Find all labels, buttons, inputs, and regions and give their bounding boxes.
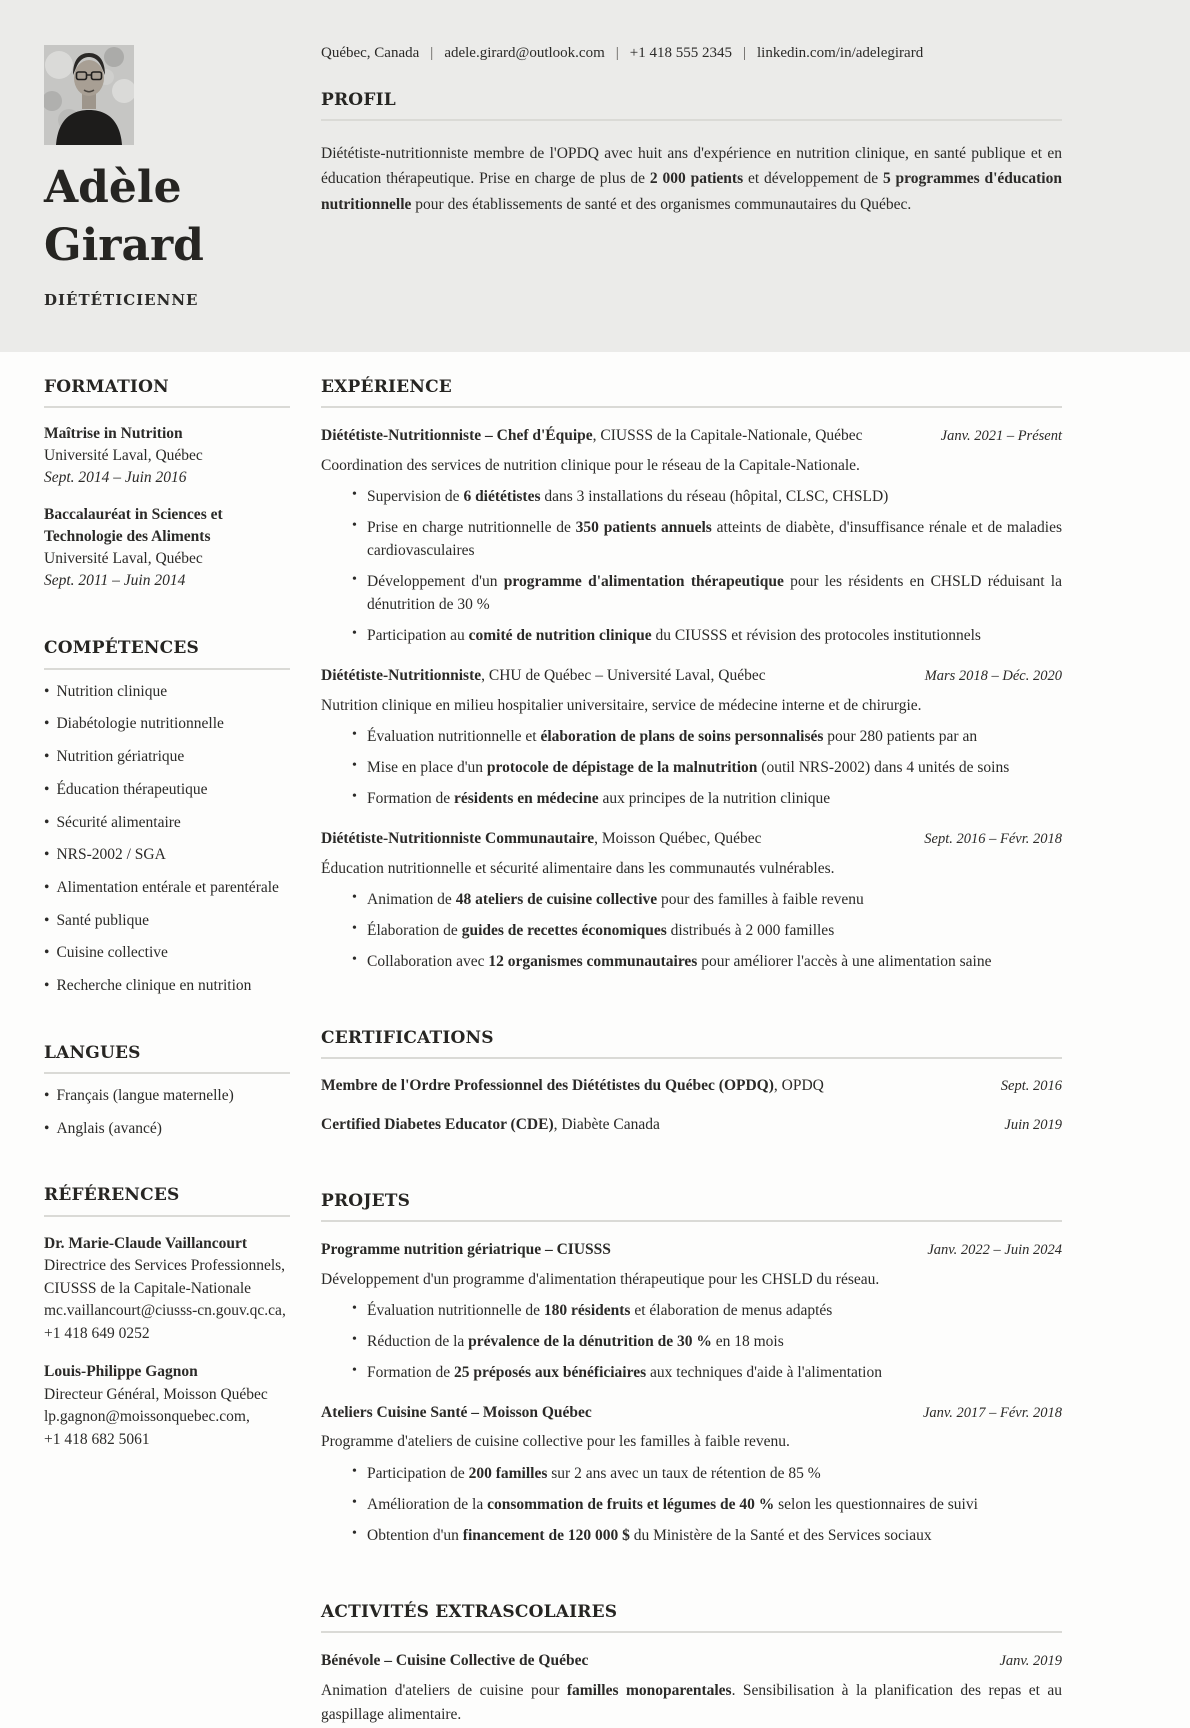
project-bullet-list [321, 1300, 1062, 1385]
degree-dates: Sept. 2014 – Juin 2016 [44, 469, 187, 487]
person-name: Adèle Girard [44, 162, 204, 272]
skill-item [44, 844, 290, 866]
reference-role: Directeur Général, Moisson Québec [44, 1385, 268, 1403]
emphasized-text: Diététiste-Nutritionniste Communautaire [321, 829, 595, 847]
section-experience [321, 377, 1062, 974]
text-segment: Formation de [367, 789, 454, 807]
job-bullet [350, 757, 1062, 780]
text-segment: selon les questionnaires de suivi [774, 1495, 978, 1513]
sidebar [44, 377, 290, 1728]
job-title-line [321, 424, 927, 447]
job-bullet [350, 889, 1062, 912]
person-job-title: DIÉTÉTICIENNE [44, 291, 199, 310]
text-segment: Prise en charge nutritionnelle de [367, 519, 576, 537]
header-right-column [321, 0, 1190, 352]
job-summary: Coordination des services de nutrition clinique pour le réseau de la Capitale-Nationale. [321, 457, 860, 475]
skill-label: NRS-2002 / SGA [56, 846, 166, 864]
content-columns [0, 352, 1190, 1728]
job-bullet [350, 726, 1062, 749]
text-segment: Évaluation nutritionnelle et [367, 728, 541, 746]
bullet-icon: • [44, 682, 50, 700]
bullet-icon: • [352, 487, 357, 503]
emphasized-text: familles monoparentales [566, 1681, 732, 1699]
section-heading-formation: FORMATION [44, 377, 290, 408]
section-langues [44, 1043, 290, 1140]
job-bullet-list [321, 889, 1062, 974]
text-segment: et développement de [743, 170, 883, 188]
job-summary: Éducation nutritionnelle et sécurité alimentaire dans les communautés vulnérables. [321, 859, 835, 877]
text-segment: aux principes de la nutrition clinique [598, 789, 831, 807]
emphasized-text: Diététiste-Nutritionniste – Chef d'Équipe [321, 427, 593, 445]
degree-dates: Sept. 2011 – Juin 2014 [44, 572, 186, 590]
emphasized-text: financement de 120 000 $ [462, 1526, 630, 1544]
text-segment: pour améliorer l'accès à une alimentation saine [697, 952, 992, 970]
text-segment: pour les résidents en CHSLD réduisant la dénutrition de 30 % [367, 573, 1062, 614]
section-references [44, 1185, 290, 1451]
job-title-line [321, 827, 910, 850]
bullet-icon: • [352, 889, 357, 905]
job-bullet [350, 571, 1062, 617]
project-entry [321, 1401, 1062, 1548]
project-bullet [350, 1331, 1062, 1354]
section-heading-experience: EXPÉRIENCE [321, 377, 1062, 408]
section-heading-langues: LANGUES [44, 1043, 290, 1074]
emphasized-text: prévalence de la dénutrition de 30 % [468, 1332, 712, 1350]
activity-header [321, 1649, 1062, 1673]
reference-phone: +1 418 682 5061 [44, 1430, 150, 1448]
header-band [0, 0, 1190, 352]
emphasized-text: 5 programmes d'éducation nutritionnelle [321, 170, 1062, 214]
emphasized-text: comité de nutrition clinique [468, 627, 652, 645]
section-competences [44, 638, 290, 996]
profil-paragraph [321, 141, 1062, 218]
bullet-text [367, 488, 888, 505]
degree-institution: Université Laval, Québec [44, 550, 203, 568]
text-segment: Développement d'un [367, 573, 504, 591]
contact-line [321, 42, 1062, 65]
reference-email: mc.vaillancourt@ciusss-cn.gouv.qc.ca, [44, 1302, 286, 1320]
text-segment: atteints de diabète, d'insuffisance rénale et de maladies cardiovasculaires [367, 519, 1062, 560]
project-bullet [350, 1463, 1062, 1486]
skill-label: Alimentation entérale et parentérale [56, 878, 279, 896]
text-segment: Amélioration de la [367, 1495, 488, 1513]
project-header [321, 1238, 1062, 1262]
bullet-icon: • [44, 878, 50, 896]
project-bullet [350, 1494, 1062, 1517]
degree-title: Maîtrise in Nutrition [44, 425, 183, 443]
skill-label: Recherche clinique en nutrition [56, 976, 252, 994]
job-dates: Janv. 2021 – Présent [940, 428, 1062, 445]
reference-name: Louis-Philippe Gagnon [44, 1363, 198, 1381]
language-item [44, 1118, 290, 1140]
bullet-icon: • [352, 1494, 357, 1510]
bullet-icon: • [352, 572, 357, 588]
text-segment: , CHU de Québec – Université Laval, Québec [481, 667, 766, 685]
activity-date: Janv. 2019 [999, 1652, 1062, 1669]
job-dates: Sept. 2016 – Févr. 2018 [924, 830, 1062, 847]
text-segment: Obtention d'un [367, 1526, 463, 1544]
job-header [321, 827, 1062, 851]
skill-item [44, 779, 290, 801]
project-entry [321, 1238, 1062, 1385]
section-heading-references: RÉFÉRENCES [44, 1185, 290, 1216]
reference-name: Dr. Marie-Claude Vaillancourt [44, 1234, 248, 1252]
bullet-icon: • [352, 626, 357, 642]
section-formation [44, 377, 290, 592]
emphasized-text: 180 résidents [543, 1301, 631, 1319]
project-bullet [350, 1300, 1062, 1323]
project-bullet [350, 1362, 1062, 1385]
emphasized-text: Membre de l'Ordre Professionnel des Diététistes du Québec (OPDQ) [321, 1077, 774, 1095]
bullet-text [367, 1527, 932, 1544]
bullet-text [367, 790, 830, 807]
emphasized-text: Certified Diabetes Educator (CDE) [321, 1115, 554, 1133]
skill-label: Diabétologie nutritionnelle [56, 715, 224, 733]
bullet-icon: • [352, 1362, 357, 1378]
emphasized-text: 6 diététistes [463, 488, 541, 506]
bullet-icon: • [352, 1463, 357, 1479]
contact-phone: +1 418 555 2345 [629, 45, 732, 61]
experience-entry [321, 424, 1062, 648]
skill-label: Cuisine collective [56, 944, 168, 962]
skill-item [44, 746, 290, 768]
bullet-icon: • [352, 518, 357, 534]
skill-item [44, 910, 290, 932]
job-bullet-list [321, 726, 1062, 811]
text-segment: du Ministère de la Santé et des Services sociaux [629, 1526, 932, 1544]
text-segment: Réduction de la [367, 1332, 469, 1350]
job-header [321, 424, 1062, 448]
bullet-icon: • [44, 976, 50, 994]
reference-entry [44, 1233, 290, 1345]
bullet-icon: • [44, 1119, 50, 1137]
job-summary: Nutrition clinique en milieu hospitalier universitaire, service de médecine interne et de chirurgie. [321, 696, 922, 714]
skill-item [44, 713, 290, 735]
emphasized-text: programme d'alimentation thérapeutique [503, 573, 784, 591]
section-projets [321, 1191, 1062, 1548]
text-segment: distribués à 2 000 familles [666, 921, 835, 939]
text-segment: Élaboration de [367, 921, 462, 939]
emphasized-text: protocole de dépistage de la malnutrition [486, 758, 758, 776]
text-segment: Participation au [367, 627, 469, 645]
job-bullet [350, 486, 1062, 509]
skill-label: Sécurité alimentaire [56, 813, 181, 831]
section-heading-activites: ACTIVITÉS EXTRASCOLAIRES [321, 1602, 1062, 1633]
bullet-text [367, 759, 1009, 776]
bullet-icon: • [44, 813, 50, 831]
text-segment: aux techniques d'aide à l'alimentation [646, 1363, 882, 1381]
project-summary: Programme d'ateliers de cuisine collective pour les familles à faible revenu. [321, 1433, 790, 1451]
certification-entry [321, 1074, 1062, 1098]
job-bullet [350, 920, 1062, 943]
skill-item [44, 975, 290, 997]
bullet-icon: • [352, 788, 357, 804]
bullet-text [367, 1302, 832, 1319]
bullet-text [367, 728, 977, 745]
bullet-text [367, 922, 834, 939]
project-dates: Janv. 2017 – Févr. 2018 [922, 1404, 1062, 1421]
text-segment: Animation de [367, 890, 456, 908]
bullet-text [367, 627, 981, 644]
bullet-icon: • [352, 1525, 357, 1541]
profile-photo-illustration [44, 45, 134, 145]
contact-email: adele.girard@outlook.com [444, 45, 605, 61]
emphasized-text: Diététiste-Nutritionniste [321, 667, 482, 685]
emphasized-text: 2 000 patients [649, 170, 744, 188]
text-segment: pour des établissements de santé et des organismes communautaires du Québec. [411, 196, 912, 214]
emphasized-text: 12 organismes communautaires [488, 952, 698, 970]
text-segment: , OPDQ [773, 1077, 824, 1095]
bullet-text [367, 1333, 784, 1350]
emphasized-text: 48 ateliers de cuisine collective [455, 890, 658, 908]
skill-item [44, 942, 290, 964]
project-title: Ateliers Cuisine Santé – Moisson Québec [321, 1403, 592, 1421]
text-segment: sur 2 ans avec un taux de rétention de 85 % [547, 1464, 821, 1482]
text-segment: Participation de [367, 1464, 469, 1482]
language-label: Anglais (avancé) [56, 1119, 162, 1137]
bullet-text [367, 891, 864, 908]
project-title: Programme nutrition gériatrique – CIUSSS [321, 1240, 611, 1258]
project-bullet [350, 1525, 1062, 1548]
reference-email: lp.gagnon@moissonquebec.com, [44, 1408, 250, 1426]
emphasized-text: 25 préposés aux bénéficiaires [453, 1363, 647, 1381]
text-segment: Évaluation nutritionnelle de [367, 1301, 544, 1319]
bullet-icon: • [44, 1087, 50, 1105]
reference-role: Directrice des Services Professionnels, CIUSSS de la Capitale-Nationale [44, 1257, 286, 1297]
main-column [321, 377, 1062, 1728]
language-item [44, 1085, 290, 1107]
experience-entry [321, 664, 1062, 811]
text-segment: Formation de [367, 1363, 454, 1381]
text-segment: , CIUSSS de la Capitale-Nationale, Québec [592, 427, 863, 445]
activity-entry [321, 1649, 1062, 1728]
section-heading-projets: PROJETS [321, 1191, 1062, 1222]
text-segment: . Sensibilisation à la planification des repas et au gaspillage alimentaire. [321, 1681, 1062, 1724]
emphasized-text: 350 patients annuels [575, 519, 712, 537]
section-activites [321, 1602, 1062, 1728]
separator: | [742, 45, 746, 61]
project-summary: Développement d'un programme d'alimentation thérapeutique pour les CHSLD du réseau. [321, 1270, 880, 1288]
bullet-icon: • [352, 920, 357, 936]
section-heading-profil: PROFIL [321, 90, 1062, 121]
text-segment: du CIUSSS et révision des protocoles institutionnels [651, 627, 981, 645]
text-segment: et élaboration de menus adaptés [630, 1301, 833, 1319]
emphasized-text: 200 familles [468, 1464, 548, 1482]
text-segment: , Moisson Québec, Québec [594, 829, 762, 847]
bullet-icon: • [352, 1300, 357, 1316]
project-header [321, 1401, 1062, 1425]
emphasized-text: consommation de fruits et légumes de 40 % [487, 1495, 775, 1513]
activity-description [321, 1679, 1062, 1728]
skill-item [44, 812, 290, 834]
text-segment: pour 280 patients par an [823, 728, 978, 746]
skill-label: Santé publique [56, 911, 149, 929]
bullet-text [367, 1364, 882, 1381]
section-certifications [321, 1028, 1062, 1137]
text-segment: Diététiste-nutritionniste membre de l'OPDQ avec huit ans d'expérience en nutrition clinique, en santé publique et en éducation thérapeutique. Prise en charge de plus de [321, 144, 1062, 188]
contact-linkedin: linkedin.com/in/adelegirard [757, 45, 924, 61]
education-entry [44, 423, 290, 489]
skill-label: Nutrition gériatrique [56, 748, 185, 766]
bullet-text [367, 1465, 821, 1482]
job-bullet-list [321, 486, 1062, 648]
text-segment: Animation d'ateliers de cuisine pour [321, 1681, 567, 1699]
skill-item [44, 877, 290, 899]
bullet-text [367, 953, 992, 970]
degree-title: Baccalauréat in Sciences et Technologie des Aliments [44, 506, 223, 546]
job-bullet [350, 517, 1062, 563]
certification-entry [321, 1113, 1062, 1137]
emphasized-text: résidents en médecine [453, 789, 599, 807]
header-left-column [0, 0, 321, 352]
language-label: Français (langue maternelle) [56, 1087, 234, 1105]
certification-date: Juin 2019 [1004, 1116, 1062, 1133]
separator: | [430, 45, 434, 61]
contact-location: Québec, Canada [321, 45, 420, 61]
job-dates: Mars 2018 – Déc. 2020 [924, 668, 1062, 685]
bullet-icon: • [352, 1331, 357, 1347]
job-header [321, 664, 1062, 688]
section-heading-certifications: CERTIFICATIONS [321, 1028, 1062, 1059]
certification-title [321, 1113, 990, 1136]
job-bullet [350, 788, 1062, 811]
skill-label: Éducation thérapeutique [56, 780, 208, 798]
experience-entry [321, 827, 1062, 974]
certification-title [321, 1074, 987, 1097]
text-segment: dans 3 installations du réseau (hôpital, CLSC, CHSLD) [540, 488, 889, 506]
emphasized-text: guides de recettes économiques [461, 921, 667, 939]
bullet-text [367, 573, 1062, 613]
skill-label: Nutrition clinique [56, 682, 168, 700]
bullet-icon: • [352, 727, 357, 743]
text-segment: pour des familles à faible revenu [657, 890, 864, 908]
section-heading-competences: COMPÉTENCES [44, 638, 290, 669]
education-entry [44, 504, 290, 592]
bullet-text [367, 519, 1062, 559]
text-segment: (outil NRS-2002) dans 4 unités de soins [757, 758, 1010, 776]
degree-institution: Université Laval, Québec [44, 447, 203, 465]
project-bullet-list [321, 1463, 1062, 1548]
text-segment: Mise en place d'un [367, 758, 487, 776]
emphasized-text: élaboration de plans de soins personnalisés [540, 728, 824, 746]
reference-phone: +1 418 649 0252 [44, 1324, 150, 1342]
text-segment: en 18 mois [711, 1332, 784, 1350]
bullet-icon: • [44, 911, 50, 929]
project-dates: Janv. 2022 – Juin 2024 [927, 1241, 1062, 1258]
bullet-icon: • [44, 944, 50, 962]
bullet-icon: • [352, 951, 357, 967]
separator: | [615, 45, 619, 61]
bullet-icon: • [352, 757, 357, 773]
text-segment: , Diabète Canada [553, 1115, 660, 1133]
bullet-text [367, 1496, 978, 1513]
certification-date: Sept. 2016 [1000, 1078, 1062, 1095]
reference-entry [44, 1361, 290, 1451]
activity-title: Bénévole – Cuisine Collective de Québec [321, 1651, 589, 1669]
bullet-icon: • [44, 748, 50, 766]
bullet-icon: • [44, 715, 50, 733]
profile-photo [44, 45, 134, 145]
skill-item [44, 681, 290, 703]
text-segment: Supervision de [367, 488, 464, 506]
text-segment: Collaboration avec [367, 952, 489, 970]
job-bullet [350, 625, 1062, 648]
job-title-line [321, 664, 911, 687]
bullet-icon: • [44, 780, 50, 798]
bullet-icon: • [44, 846, 50, 864]
job-bullet [350, 951, 1062, 974]
